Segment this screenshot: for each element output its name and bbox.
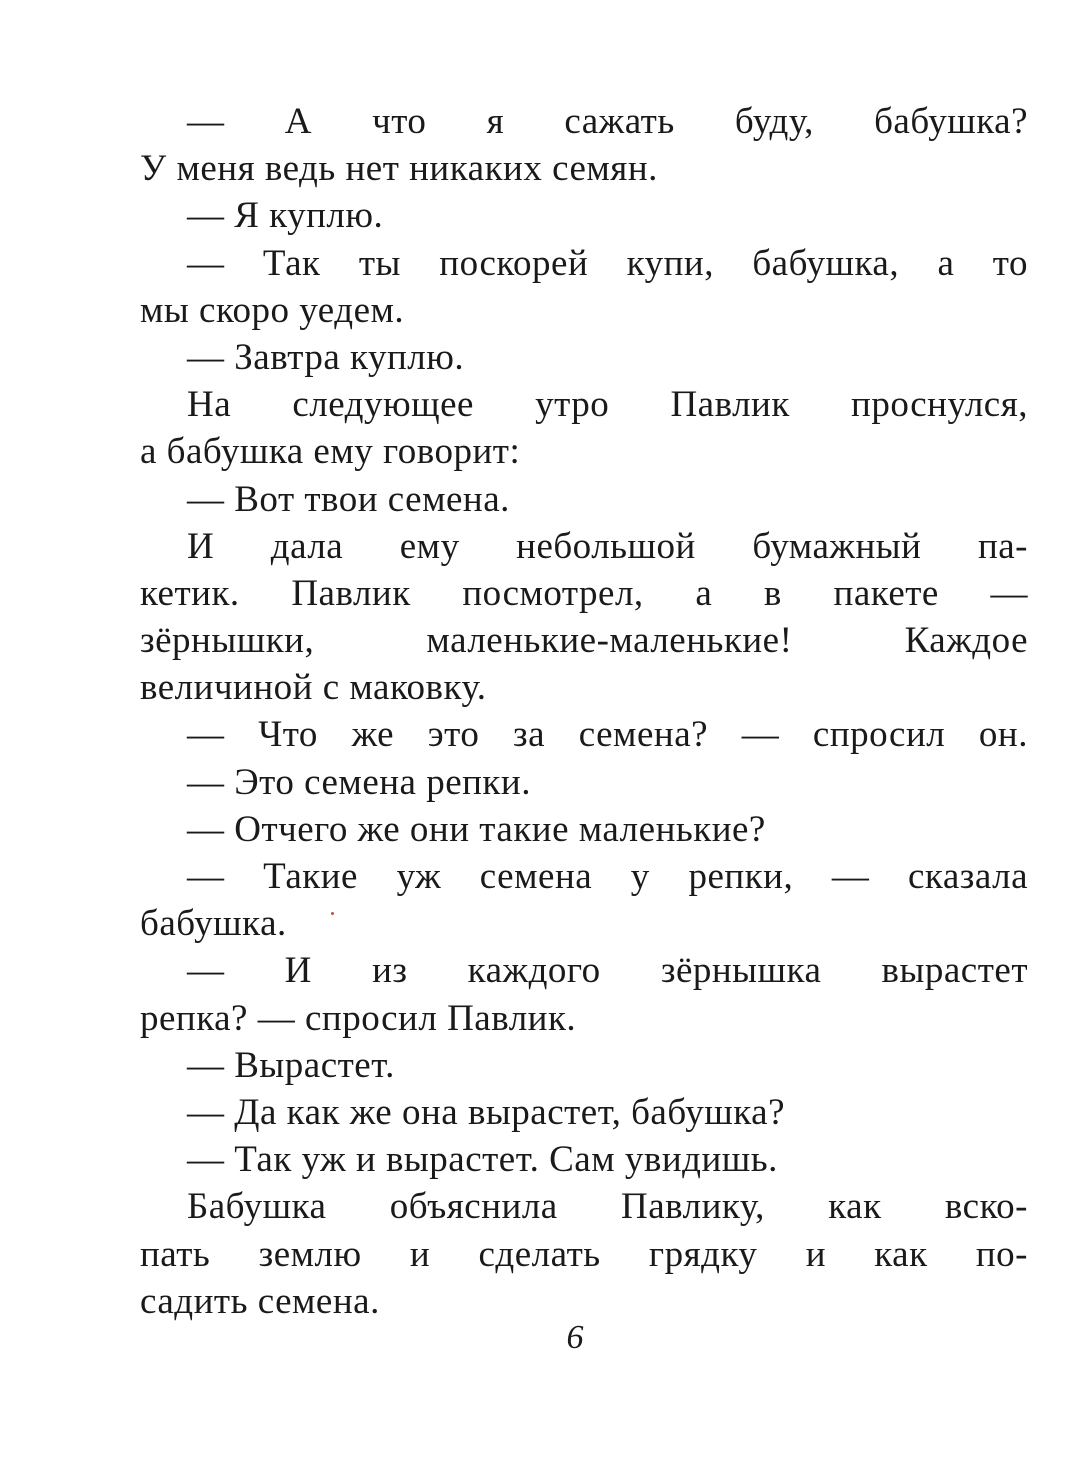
text-line: — Это семена репки. — [187, 761, 531, 803]
text-line: На следующее утро Павлик проснулся, — [187, 384, 1028, 426]
text-line: И дала ему небольшой бумажный па- — [187, 525, 1028, 567]
text-line: У меня ведь нет никаких семян. — [140, 148, 658, 190]
text-line: а бабушка ему говорит: — [140, 431, 521, 473]
text-line: кетик. Павлик посмотрел, а в пакете — — [140, 572, 1028, 614]
text-line: — Что же это за семена? — спросил он. — [187, 714, 1028, 756]
text-line: — Так уж и вырастет. Сам увидишь. — [187, 1139, 778, 1181]
text-line: — Отчего же они такие маленькие? — [187, 808, 766, 850]
text-line: — Вот твои семена. — [187, 478, 510, 520]
story-text — [140, 98, 1028, 1325]
text-line: мы скоро уедем. — [140, 289, 405, 331]
text-line: пать землю и сделать грядку и как по- — [140, 1233, 1028, 1275]
text-line: — Я куплю. — [187, 195, 384, 237]
text-line: величиной с маковку. — [140, 667, 487, 709]
page-number: 6 — [566, 1319, 584, 1356]
text-line: Бабушка объяснила Павлику, как вско- — [187, 1186, 1028, 1228]
text-line: — Вырастет. — [187, 1044, 395, 1086]
text-line: — Завтра куплю. — [187, 336, 465, 378]
text-line: — Да как же она вырастет, бабушка? — [187, 1091, 786, 1133]
text-line: — Так ты поскорей купи, бабушка, а то — [187, 242, 1028, 284]
text-line: — И из каждого зёрнышка вырастет — [187, 950, 1028, 992]
text-line: зёрнышки, маленькие-маленькие! Каждое — [140, 620, 1028, 662]
text-line: репка? — спросил Павлик. — [140, 997, 577, 1039]
text-line: садить семена. — [140, 1280, 380, 1322]
text-line: — А что я сажать буду, бабушка? — [187, 101, 1028, 142]
print-speck — [331, 912, 334, 915]
text-line: бабушка. — [140, 903, 287, 945]
text-line: — Такие уж семена у репки, — сказала — [187, 856, 1028, 897]
